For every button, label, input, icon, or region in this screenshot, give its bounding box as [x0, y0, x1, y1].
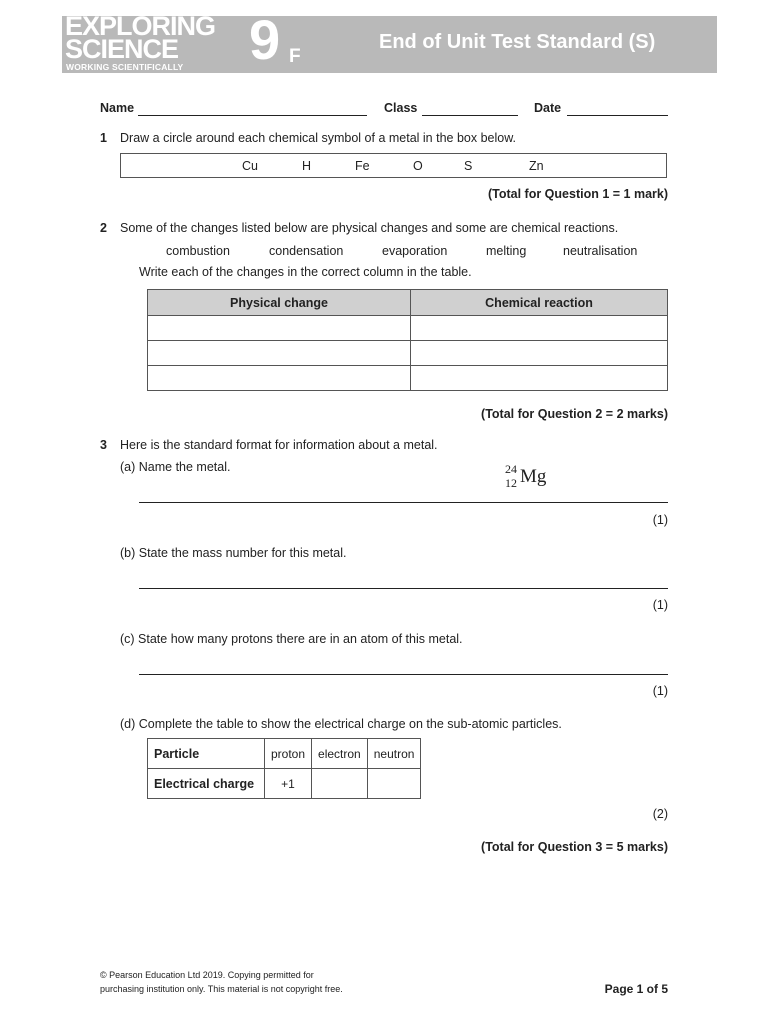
word-evaporation: evaporation — [382, 244, 448, 258]
answer-line-3a[interactable] — [139, 502, 668, 503]
question-3d-text: (d) Complete the table to show the electrical charge on the sub-atomic particles. — [120, 717, 562, 731]
chemical-reaction-header: Chemical reaction — [411, 290, 668, 316]
physical-cell[interactable] — [148, 366, 411, 391]
question-2-total: (Total for Question 2 = 2 marks) — [481, 407, 668, 421]
question-3b-mark: (1) — [652, 598, 668, 612]
charge-row-header: Electrical charge — [148, 769, 265, 799]
symbol-box — [120, 153, 667, 178]
charge-neutron-input[interactable] — [367, 769, 421, 799]
physical-change-header: Physical change — [148, 290, 411, 316]
particle-row-header: Particle — [148, 739, 265, 769]
symbol-o[interactable]: O — [413, 159, 423, 173]
class-label: Class — [384, 101, 418, 115]
changes-table — [147, 289, 668, 391]
question-3a-mark: (1) — [652, 513, 668, 527]
word-neutralisation: neutralisation — [563, 244, 638, 258]
question-1-number: 1 — [100, 131, 107, 145]
page-number: Page 1 of 5 — [604, 982, 668, 996]
particle-charge-table — [147, 738, 421, 799]
copyright-line-1: © Pearson Education Ltd 2019. Copying permitted for — [100, 970, 314, 980]
question-3b-text: (b) State the mass number for this metal. — [120, 546, 347, 560]
logo-subtitle: WORKING SCIENTIFICALLY — [66, 62, 184, 72]
date-label: Date — [534, 101, 562, 115]
word-condensation: condensation — [269, 244, 344, 258]
answer-line-3c[interactable] — [139, 674, 668, 675]
symbol-fe[interactable]: Fe — [355, 159, 370, 173]
mass-number: 24 — [505, 462, 517, 476]
question-2-number: 2 — [100, 221, 107, 235]
symbol-h[interactable]: H — [302, 159, 312, 173]
logo-unit-number: 9 — [249, 8, 281, 71]
chemical-cell[interactable] — [411, 341, 668, 366]
chemical-cell[interactable] — [411, 366, 668, 391]
answer-line-3b[interactable] — [139, 588, 668, 589]
particle-electron: electron — [312, 739, 368, 769]
question-3d-mark: (2) — [652, 807, 668, 821]
question-1-total: (Total for Question 1 = 1 mark) — [487, 187, 668, 201]
question-2-text: Some of the changes listed below are physical changes and some are chemical reactions. — [120, 221, 619, 235]
chemical-cell[interactable] — [411, 316, 668, 341]
logo-exploring: EXPLORING — [65, 11, 216, 41]
question-3c-mark: (1) — [652, 684, 668, 698]
class-field[interactable] — [422, 115, 518, 116]
symbol-zn[interactable]: Zn — [529, 159, 544, 173]
charge-electron-input[interactable] — [312, 769, 368, 799]
question-3a-text: (a) Name the metal. — [120, 460, 231, 474]
question-2-instruction: Write each of the changes in the correct column in the table. — [139, 265, 472, 279]
physical-cell[interactable] — [148, 341, 411, 366]
logo-unit-letter: F — [289, 46, 301, 67]
particle-proton: proton — [265, 739, 312, 769]
question-3-number: 3 — [100, 438, 107, 452]
word-combustion: combustion — [166, 244, 230, 258]
element-symbol: Mg — [520, 466, 547, 487]
charge-proton: +1 — [265, 769, 312, 799]
page-title: End of Unit Test Standard (S) — [379, 31, 656, 53]
symbol-s[interactable]: S — [464, 159, 473, 173]
date-field[interactable] — [567, 115, 668, 116]
symbol-cu[interactable]: Cu — [242, 159, 258, 173]
logo-science: SCIENCE — [65, 34, 179, 64]
name-label: Name — [100, 101, 135, 115]
question-3-total: (Total for Question 3 = 5 marks) — [481, 840, 668, 854]
physical-cell[interactable] — [148, 316, 411, 341]
word-melting: melting — [486, 244, 527, 258]
particle-neutron: neutron — [367, 739, 421, 769]
question-1-text: Draw a circle around each chemical symbol of a metal in the box below. — [120, 131, 517, 145]
question-3-text: Here is the standard format for information about a metal. — [120, 438, 438, 452]
atomic-number: 12 — [505, 476, 517, 490]
question-3c-text: (c) State how many protons there are in an atom of this metal. — [120, 632, 463, 646]
name-field[interactable] — [138, 115, 367, 116]
copyright-line-2: purchasing institution only. This material is not copyright free. — [100, 984, 343, 994]
